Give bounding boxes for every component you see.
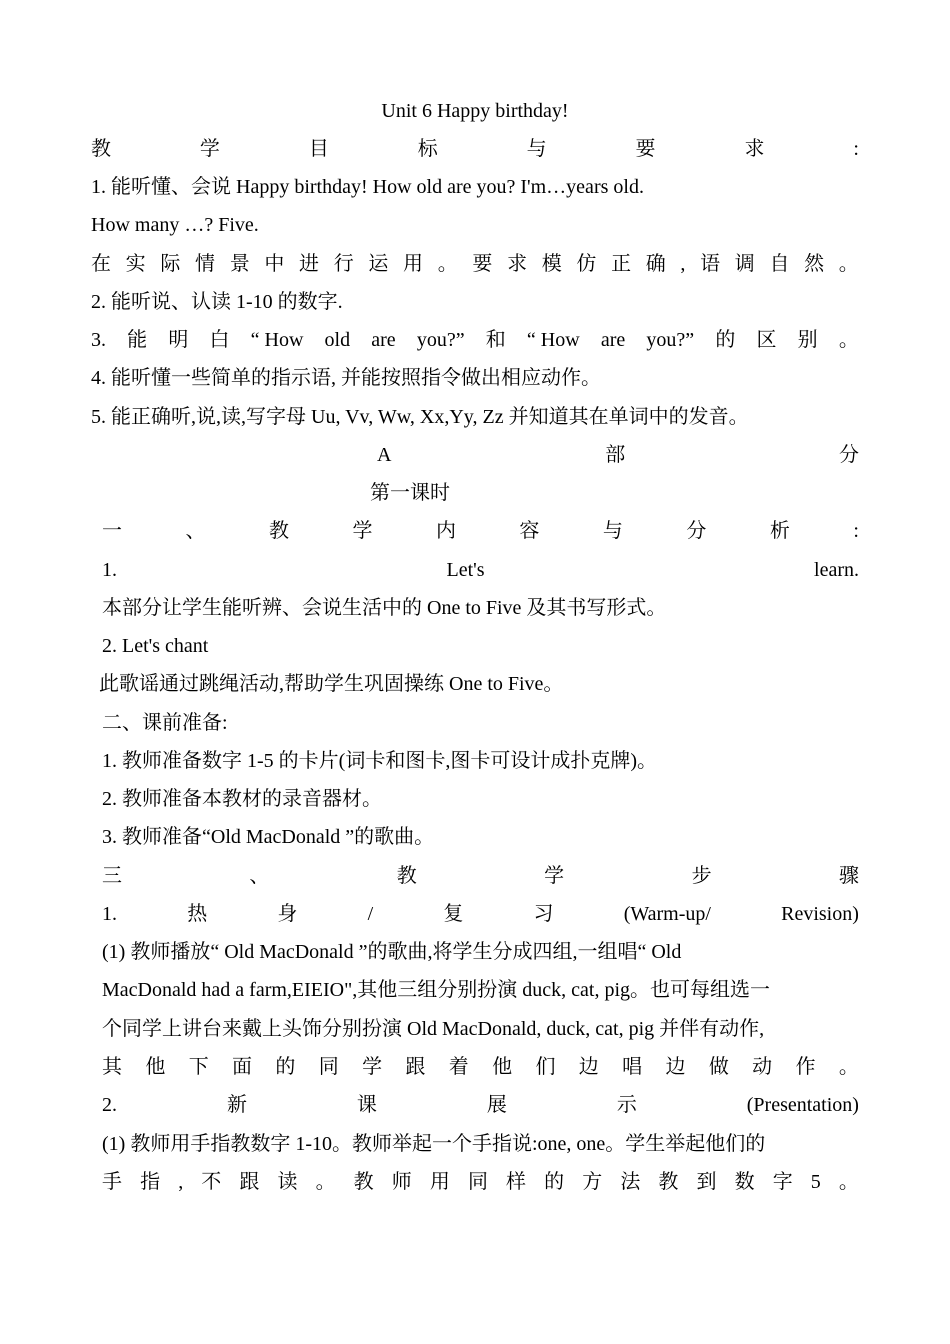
step-1-paragraph-line-4-token: 们: [535, 1056, 556, 1078]
step-2-paragraph-line-2-token: 5: [810, 1171, 821, 1193]
goal-1-line-3-token: 中: [264, 253, 285, 275]
step-1-paragraph-line-4-token: 学: [362, 1056, 383, 1078]
step-1-paragraph-line-4-token: 做: [708, 1056, 729, 1078]
step-1-title-token: (Warm-up/: [623, 903, 711, 925]
step-2-title-token: 新: [226, 1094, 247, 1116]
step-1-title-token: 热: [187, 903, 208, 925]
goal-3-token: “ How: [526, 329, 580, 351]
prep-1: 1. 教师准备数字 1-5 的卡片(词卡和图卡,图卡可设计成扑克牌)。: [102, 750, 657, 772]
goal-3-token: 。: [838, 329, 859, 351]
goals-heading: [91, 135, 859, 163]
goal-3-token: 和: [485, 329, 506, 351]
goal-3-token: you?”: [646, 329, 695, 351]
step-2-paragraph-line-2-token: 师: [391, 1171, 412, 1193]
section-3-heading-token: 、: [249, 865, 270, 887]
step-1-paragraph-line-4-token: 着: [448, 1056, 469, 1078]
goal-1-line-3-token: 用: [403, 253, 424, 275]
section-3-heading-token: 步: [691, 865, 712, 887]
goals-heading-token: 目: [308, 138, 329, 160]
part-heading-token: 部: [605, 444, 626, 466]
goal-1-line-3-token: 进: [299, 253, 320, 275]
goal-1-line-3-token: 际: [160, 253, 181, 275]
section-1-heading-token: 学: [352, 520, 373, 542]
step-2-paragraph-line-2-token: 读: [277, 1171, 298, 1193]
step-1-paragraph-line-1: (1) 教师播放“ Old MacDonald ”的歌曲,将学生分成四组,一组唱“ Old: [102, 941, 682, 963]
goal-1-line-3-token: 自: [769, 253, 790, 275]
step-2-paragraph-line-2-token: 字: [772, 1171, 793, 1193]
goal-1-line-3-token: 要: [472, 253, 493, 275]
section-1-heading-token: 容: [519, 520, 540, 542]
goal-1-line-3-token: 运: [368, 253, 389, 275]
step-1-paragraph-line-4-token: 面: [232, 1056, 253, 1078]
prep-3: 3. 教师准备“Old MacDonald ”的歌曲。: [102, 826, 435, 848]
goal-3-token: 白: [209, 329, 230, 351]
goal-1-line-3-token: 正: [611, 253, 632, 275]
goal-3-token: 能: [127, 329, 148, 351]
goal-1-line-3-token: 情: [195, 253, 216, 275]
goal-4: 4. 能听懂一些简单的指示语, 并能按照指令做出相应动作。: [91, 367, 601, 389]
goal-5: 5. 能正确听,说,读,写字母 Uu, Vv, Ww, Xx,Yy, Zz 并知道其在单词中的发音。: [91, 406, 749, 428]
step-1-paragraph-line-4-token: 他: [492, 1056, 513, 1078]
step-1-paragraph-line-4-token: 作: [795, 1056, 816, 1078]
step-1-paragraph-line-4-token: 的: [275, 1056, 296, 1078]
step-1-title-token: 习: [533, 903, 554, 925]
step-1-title-token: /: [367, 903, 374, 925]
step-2-paragraph-line-2-token: 教: [353, 1171, 374, 1193]
item-2-title: 2. Let's chant: [102, 635, 209, 657]
goal-1-line-3-token: 模: [541, 253, 562, 275]
goal-3-token: 明: [168, 329, 189, 351]
item-2-description: 此歌谣通过跳绳活动,帮助学生巩固操练 One to Five。: [99, 673, 564, 695]
step-1-paragraph-line-4-token: 他: [145, 1056, 166, 1078]
section-1-heading-token: 、: [185, 520, 206, 542]
step-2-paragraph-line-2-token: 数: [734, 1171, 755, 1193]
section-1-heading-token: 与: [602, 520, 623, 542]
goal-1-line-2: How many …? Five.: [91, 214, 259, 236]
step-1-title-token: 1.: [102, 903, 117, 925]
goals-heading-token: :: [853, 138, 859, 160]
goal-1-line-3: [91, 250, 859, 278]
section-3-heading-token: 三: [102, 865, 122, 887]
goal-3-token: 别: [797, 329, 818, 351]
section-3-heading: [102, 862, 859, 890]
section-1-heading: [102, 517, 859, 545]
step-1-paragraph-line-4-token: 下: [188, 1056, 209, 1078]
step-1-paragraph-line-4-token: 同: [318, 1056, 339, 1078]
goal-3-token: 3.: [91, 329, 106, 351]
step-2-title-token: 示: [616, 1094, 637, 1116]
step-1-paragraph-line-4-token: 动: [752, 1056, 773, 1078]
part-heading-token: A: [377, 444, 392, 466]
step-2-paragraph-line-2-token: 样: [506, 1171, 527, 1193]
goal-3-token: you?”: [416, 329, 465, 351]
step-1-paragraph-line-4-token: 边: [665, 1056, 686, 1078]
goals-heading-token: 学: [199, 138, 220, 160]
step-2-title-token: 2.: [102, 1094, 117, 1116]
goal-1-line-3-token: 确: [645, 253, 666, 275]
item-1-title-token: learn.: [814, 559, 859, 581]
goal-1-line-3-token: 实: [125, 253, 146, 275]
goals-heading-token: 与: [526, 138, 547, 160]
goals-heading-token: 要: [635, 138, 656, 160]
step-2-paragraph-line-2-token: 到: [696, 1171, 717, 1193]
goal-1-line-3-token: 调: [734, 253, 755, 275]
goal-2: 2. 能听说、认读 1-10 的数字.: [91, 291, 343, 313]
goal-1-line-3-token: 。: [437, 253, 458, 275]
step-1-paragraph-line-4-token: 边: [578, 1056, 599, 1078]
step-2-paragraph-line-2-token: 指: [140, 1171, 161, 1193]
section-3-heading-token: 学: [544, 865, 565, 887]
part-heading-token: 分: [838, 444, 859, 466]
step-1-title-token: Revision): [781, 903, 859, 925]
step-2-paragraph-line-2-token: 同: [467, 1171, 488, 1193]
step-2-title-token: 展: [486, 1094, 507, 1116]
unit-title: Unit 6 Happy birthday!: [381, 100, 569, 122]
step-2-paragraph-line-2-token: 的: [544, 1171, 565, 1193]
goal-1-line-3-token: ,: [680, 253, 686, 275]
step-2-paragraph-line-2-token: 。: [838, 1171, 859, 1193]
goal-3-token: are: [600, 329, 626, 351]
section-1-heading-token: 分: [686, 520, 707, 542]
section-1-heading-token: 教: [268, 520, 289, 542]
prep-2: 2. 教师准备本教材的录音器材。: [102, 788, 382, 810]
goal-3-token: old: [324, 329, 351, 351]
goal-3-token: “ How: [250, 329, 304, 351]
goal-1-line-3-token: 在: [91, 253, 111, 275]
step-2-paragraph-line-1: (1) 教师用手指教数字 1-10。教师举起一个手指说:one, one。学生举起他们的: [102, 1133, 766, 1155]
step-2-title-token: 课: [356, 1094, 377, 1116]
step-2-paragraph-line-2-token: 用: [429, 1171, 450, 1193]
step-1-paragraph-line-4-token: 唱: [622, 1056, 643, 1078]
goals-heading-token: 教: [91, 138, 111, 160]
goal-1-line-3-token: 然: [804, 253, 825, 275]
lesson-heading: 第一课时: [370, 482, 450, 504]
step-2-paragraph-line-2-token: 法: [620, 1171, 641, 1193]
step-2-paragraph-line-2-token: 手: [102, 1171, 122, 1193]
step-2-paragraph-line-2: [102, 1168, 859, 1196]
step-1-title: [102, 900, 859, 928]
step-2-title: [102, 1091, 859, 1119]
section-1-heading-token: 一: [102, 520, 122, 542]
step-2-paragraph-line-2-token: 跟: [239, 1171, 260, 1193]
step-2-paragraph-line-2-token: 不: [201, 1171, 222, 1193]
section-1-heading-token: 内: [435, 520, 456, 542]
item-1-title-token: 1.: [102, 559, 117, 581]
goal-3: [91, 326, 859, 354]
part-heading: [377, 441, 859, 469]
step-1-paragraph-line-4-token: 。: [838, 1056, 859, 1078]
section-2-heading: 二、课前准备:: [102, 712, 228, 734]
item-1-title-token: Let's: [446, 559, 485, 581]
goal-1-line-3-token: 求: [507, 253, 528, 275]
section-1-heading-token: 析: [769, 520, 790, 542]
step-1-paragraph-line-4-token: 其: [102, 1056, 122, 1078]
step-1-title-token: 复: [443, 903, 464, 925]
goals-heading-token: 求: [744, 138, 765, 160]
step-1-paragraph-line-4-token: 跟: [405, 1056, 426, 1078]
step-2-paragraph-line-2-token: ,: [178, 1171, 184, 1193]
item-1-title: [102, 556, 859, 584]
goals-heading-token: 标: [417, 138, 438, 160]
goal-1-line-3-token: 仿: [576, 253, 597, 275]
goal-1-line-1: 1. 能听懂、会说 Happy birthday! How old are you? I'm…years old.: [91, 176, 644, 198]
goal-1-line-3-token: 语: [700, 253, 721, 275]
step-1-paragraph-line-2: MacDonald had a farm,EIEIO",其他三组分别扮演 duck, cat, pig。也可每组选一: [102, 979, 771, 1001]
section-3-heading-token: 教: [396, 865, 417, 887]
goal-1-line-3-token: 行: [333, 253, 354, 275]
goal-3-token: 的: [715, 329, 736, 351]
step-1-paragraph-line-4: [102, 1053, 859, 1081]
section-1-heading-token: :: [853, 520, 859, 542]
step-2-paragraph-line-2-token: 。: [315, 1171, 336, 1193]
step-2-title-token: (Presentation): [746, 1094, 859, 1116]
step-1-title-token: 身: [277, 903, 298, 925]
goal-1-line-3-token: 。: [838, 253, 859, 275]
item-1-description: 本部分让学生能听辨、会说生活中的 One to Five 及其书写形式。: [102, 597, 667, 619]
section-3-heading-token: 骤: [838, 865, 859, 887]
step-1-paragraph-line-3: 个同学上讲台来戴上头饰分别扮演 Old MacDonald, duck, cat, pig 并伴有动作,: [102, 1018, 765, 1040]
step-2-paragraph-line-2-token: 教: [658, 1171, 679, 1193]
goal-1-line-3-token: 景: [229, 253, 250, 275]
step-2-paragraph-line-2-token: 方: [582, 1171, 603, 1193]
goal-3-token: are: [371, 329, 396, 351]
goal-3-token: 区: [756, 329, 777, 351]
